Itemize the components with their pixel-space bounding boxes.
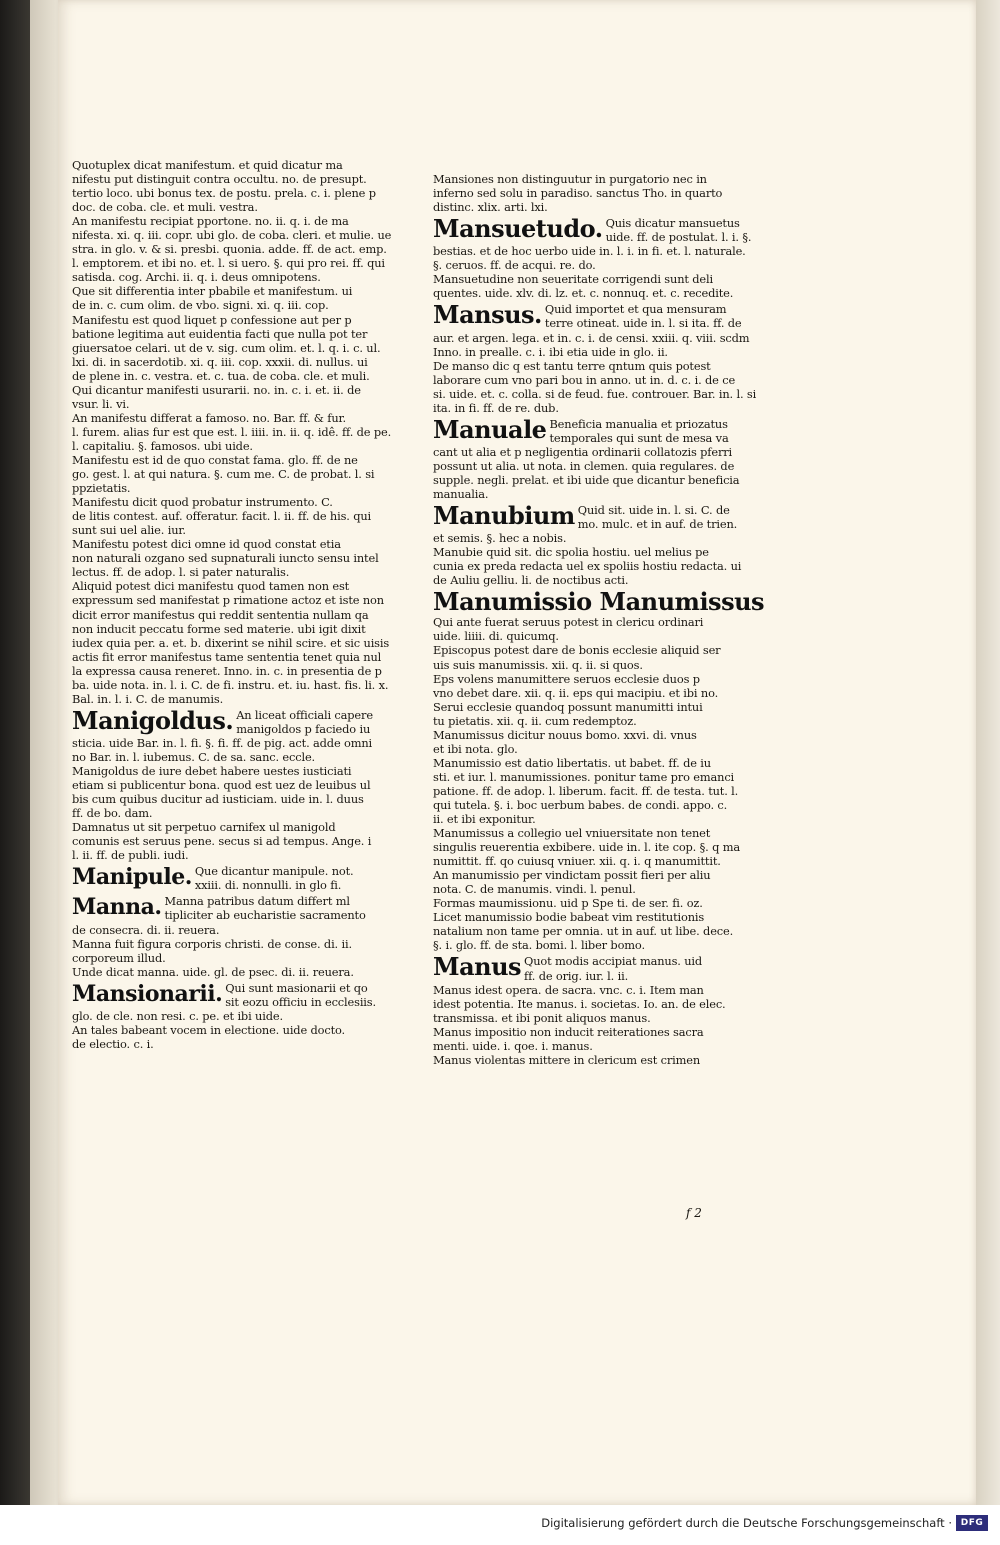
text-line: qui tutela. §. i. boc uerbum babes. de condi. appo. c. bbox=[433, 797, 728, 812]
text-line: actis fit error manifestus tame sententia tenet quia nul bbox=[72, 649, 382, 664]
text-block bbox=[225, 981, 376, 1009]
headword: Manigoldus. bbox=[72, 705, 234, 735]
text-line: Unde dicat manna. uide. gl. de psec. di. ii. reuera. bbox=[72, 964, 354, 979]
headword: Manumissio Manumissus bbox=[433, 587, 765, 617]
text-line: manualia. bbox=[433, 487, 489, 502]
text-line: possunt ut alia. ut nota. in clemen. quia regulares. de bbox=[433, 458, 735, 473]
text-line: Manus violentas mittere in clericum est crimen bbox=[433, 1052, 701, 1067]
text-line: An manifestu differat a famoso. no. Bar. ff. & fur. bbox=[72, 410, 347, 425]
text-line: Formas maumissionu. uid p Spe ti. de ser. fi. oz. bbox=[433, 896, 703, 911]
text-line: aur. et argen. lega. et in. c. i. de censi. xxiii. q. viii. scdm bbox=[433, 330, 750, 345]
entry-manigoldus-heading bbox=[72, 705, 373, 736]
text-line: Aliquid potest dici manifestu quod tamen non est bbox=[72, 579, 350, 594]
text-line: Manigoldus de iure debet habere uestes iusticiati bbox=[72, 764, 352, 779]
headword: Manna. bbox=[72, 894, 162, 921]
text-line: ff. de orig. iur. l. ii. bbox=[524, 968, 629, 983]
text-block bbox=[433, 982, 726, 1067]
text-line: Manumissus dicitur nouus bomo. xxvi. di. vnus bbox=[433, 727, 697, 742]
signature-mark: f 2 bbox=[686, 1206, 702, 1220]
text-line: natalium non tame per omnia. ut in auf. ut libe. dece. bbox=[433, 924, 734, 939]
text-line: xxiii. di. nonnulli. in glo fi. bbox=[194, 878, 342, 893]
text-line: et semis. §. hec a nobis. bbox=[433, 531, 567, 546]
text-line: Eps volens manumittere seruos ecclesie duos p bbox=[433, 671, 700, 686]
text-block bbox=[433, 531, 742, 588]
text-line: uide. liiii. di. quicumq. bbox=[433, 629, 559, 644]
text-line: la expressa causa reneret. Inno. in. c. in presentia de p bbox=[72, 663, 382, 678]
text-line: tu pietatis. xii. q. ii. cum redemptoz. bbox=[433, 713, 637, 728]
text-line: stra. in glo. v. & si. presbi. quonia. adde. ff. de act. emp. bbox=[72, 242, 387, 257]
text-line: lxi. di. in sacerdotib. xi. q. iii. cop. xxxii. di. nullus. ui bbox=[72, 354, 368, 369]
text-line: lectus. ff. de adop. l. si pater naturalis. bbox=[72, 565, 290, 580]
text-line: ppzietatis. bbox=[72, 481, 131, 496]
footer-credit: Digitalisierung gefördert durch die Deutsche Forschungsgemeinschaft · bbox=[541, 1516, 952, 1530]
text-line: cunia ex preda redacta uel ex spoliis hostiu redacta. ui bbox=[433, 559, 742, 574]
text-line: dicit error manifestus qui reddit sententia nullam qa bbox=[72, 607, 369, 622]
text-line: tipliciter ab eucharistie sacramento bbox=[164, 908, 366, 923]
text-line: expressum sed manifestat p rimatione actoz et iste non bbox=[72, 593, 384, 608]
text-line: etiam si publicentur bona. quod est uez de leuibus ul bbox=[72, 778, 371, 793]
text-line: Mansuetudine non seueritate corrigendi sunt deli bbox=[433, 272, 713, 287]
text-line: ff. de bo. dam. bbox=[72, 806, 153, 821]
text-line: et ibi nota. glo. bbox=[433, 741, 518, 756]
text-line: comunis est seruus pene. secus si ad tempus. Ange. i bbox=[72, 834, 372, 849]
text-line: de electio. c. i. bbox=[72, 1036, 154, 1051]
text-line: Quid importet et qua mensuram bbox=[544, 302, 727, 317]
text-line: supple. negli. prelat. et ibi uide que dicantur beneficia bbox=[433, 472, 740, 487]
text-block bbox=[433, 330, 757, 415]
text-block bbox=[549, 417, 728, 445]
left-text-column bbox=[72, 158, 392, 1051]
text-line: non inducit peccatu forme sed materie. ubi igit dixit bbox=[72, 621, 366, 636]
dfg-logo: DFG bbox=[956, 1515, 988, 1531]
text-line: cant ut alia et p negligentia ordinarii collatozis pferri bbox=[433, 444, 733, 459]
text-line: non naturali ozgano sed supnaturali iuncto sensu intel bbox=[72, 551, 379, 566]
text-line: terre otineat. uide in. l. si ita. ff. de bbox=[544, 316, 742, 331]
entry-mansuetudo-heading bbox=[433, 214, 752, 245]
text-line: Qui sunt masionarii et qo bbox=[225, 980, 368, 995]
text-line: uide. ff. de postulat. l. i. §. bbox=[605, 230, 752, 245]
text-line: sunt sui uel alie. iur. bbox=[72, 523, 186, 538]
text-line: An manumissio per vindictam possit fieri per aliu bbox=[433, 868, 711, 883]
text-line: l. emptorem. et ibi no. et. l. si uero. §. qui pro rei. ff. qui bbox=[72, 256, 385, 271]
text-line: l. ii. ff. de publi. iudi. bbox=[72, 848, 189, 863]
text-block bbox=[72, 1009, 364, 1051]
text-line: Manus impositio non inducit reiterationes sacra bbox=[433, 1024, 704, 1039]
text-line: Quot modis accipiat manus. uid bbox=[524, 954, 703, 969]
text-line: An manifestu recipiat pportone. no. ii. q. i. de ma bbox=[72, 214, 349, 229]
text-line: bestias. et de hoc uerbo uide in. l. i. in fi. et. l. naturale. bbox=[433, 244, 746, 259]
text-line: An tales babeant vocem in electione. uide docto. bbox=[72, 1022, 345, 1037]
text-line: mo. mulc. et in auf. de trien. bbox=[577, 517, 738, 532]
text-line: de Auliu gelliu. li. de noctibus acti. bbox=[433, 573, 629, 588]
text-block bbox=[433, 172, 723, 215]
text-line: singulis reuerentia exbibere. uide in. l. ite cop. §. q ma bbox=[433, 840, 741, 855]
text-line: nifestu put distinguit contra occultu. no. de presupt. bbox=[72, 172, 367, 187]
text-line: de in. c. cum olim. de vbo. signi. xi. q. iii. cop. bbox=[72, 298, 329, 313]
entry-manumissio-heading bbox=[433, 587, 765, 617]
entry-manna-heading bbox=[72, 894, 364, 922]
text-block bbox=[545, 302, 742, 330]
text-line: ba. uide nota. in. l. i. C. de fi. instru. et. iu. hast. fis. li. x. bbox=[72, 677, 389, 692]
text-line: doc. de coba. cle. et muli. vestra. bbox=[72, 200, 258, 215]
text-line: Qui dicantur manifesti usurarii. no. in. c. i. et. ii. de bbox=[72, 382, 361, 397]
text-line: Manifestu potest dici omne id quod constat etia bbox=[72, 537, 341, 552]
text-line: de plene in. c. vestra. et. c. tua. de coba. cle. et muli. bbox=[72, 368, 370, 383]
text-line: ii. et ibi exponitur. bbox=[433, 812, 536, 827]
text-block bbox=[236, 708, 373, 736]
text-line: transmissa. et ibi ponit aliquos manus. bbox=[433, 1010, 651, 1025]
text-line: Manumissus a collegio uel vniuersitate non tenet bbox=[433, 826, 711, 841]
text-line: Serui ecclesie quandoq possunt manumitti intui bbox=[433, 699, 703, 714]
entry-manus-heading bbox=[433, 954, 715, 982]
text-line: Qui ante fuerat seruus potest in clericu ordinari bbox=[433, 615, 704, 630]
text-block bbox=[524, 954, 702, 982]
text-line: Licet manumissio bodie babeat vim restitutionis bbox=[433, 910, 705, 925]
text-line: Manifestu est quod liquet p confessione aut per p bbox=[72, 312, 352, 327]
text-line: satisda. cog. Archi. ii. q. i. deus omnipotens. bbox=[72, 270, 321, 285]
entry-mansus-heading bbox=[433, 300, 742, 331]
text-line: manigoldos p faciedo iu bbox=[236, 721, 371, 736]
text-line: sit eozu officiu in ecclesiis. bbox=[225, 994, 376, 1009]
text-line: nota. C. de manumis. vindi. l. penul. bbox=[433, 882, 636, 897]
digitization-footer bbox=[0, 1505, 1000, 1545]
text-line: Mansiones non distinguutur in purgatorio nec in bbox=[433, 172, 707, 186]
entry-manifestum bbox=[72, 158, 392, 706]
text-line: Episcopus potest dare de bonis ecclesie aliquid ser bbox=[433, 643, 721, 658]
text-line: menti. uide. i. qoe. i. manus. bbox=[433, 1038, 593, 1053]
text-line: l. capitaliu. §. famosos. ubi uide. bbox=[72, 438, 253, 453]
headword: Mansionarii. bbox=[72, 980, 223, 1007]
text-line: Quis dicatur mansuetus bbox=[605, 216, 740, 231]
text-block bbox=[433, 444, 740, 502]
text-line: §. ceruos. ff. de acqui. re. do. bbox=[433, 258, 596, 273]
text-line: giuersatoe celari. ut de v. sig. cum olim. et. l. q. i. c. ul. bbox=[72, 340, 381, 355]
text-line: §. i. glo. ff. de sta. bomi. l. liber bomo. bbox=[433, 938, 645, 953]
entry-manipule-heading bbox=[72, 864, 364, 892]
text-line: vno debet dare. xii. q. ii. eps qui macipiu. et ibi no. bbox=[433, 685, 719, 700]
text-line: Que sit differentia inter pbabile et manifestum. ui bbox=[72, 284, 353, 299]
text-line: patione. ff. de adop. l. liberum. facit. ff. de testa. tut. l. bbox=[433, 783, 739, 798]
text-block bbox=[578, 503, 737, 531]
text-line: temporales qui sunt de mesa va bbox=[549, 430, 729, 445]
text-line: Manus idest opera. de sacra. vnc. c. i. Item man bbox=[433, 982, 704, 997]
entry-manuale-heading bbox=[433, 414, 729, 445]
text-block bbox=[433, 615, 741, 953]
text-line: Manna fuit figura corporis christi. de conse. di. ii. bbox=[72, 936, 352, 951]
text-block bbox=[195, 864, 354, 892]
text-line: Manifestu est id de quo constat fama. glo. ff. de ne bbox=[72, 452, 358, 467]
text-block bbox=[72, 735, 373, 863]
text-line: quentes. uide. xlv. di. lz. et. c. nonnuq. et. c. recedite. bbox=[433, 286, 734, 301]
text-line: sti. et iur. l. manumissiones. ponitur tame pro emanci bbox=[433, 769, 735, 784]
text-line: tertio loco. ubi bonus tex. de postu. prela. c. i. plene p bbox=[72, 186, 376, 201]
text-line: Que dicantur manipule. not. bbox=[194, 864, 354, 879]
text-line: vsur. li. vi. bbox=[72, 396, 130, 411]
headword: Manubium bbox=[433, 501, 575, 531]
text-line: ita. in fi. ff. de re. dub. bbox=[433, 400, 559, 415]
text-line: Manna patribus datum differt ml bbox=[164, 894, 350, 909]
text-line: Manumissio est datio libertatis. ut babet. ff. de iu bbox=[433, 755, 711, 770]
text-line: idest potentia. Ite manus. i. societas. Io. an. de elec. bbox=[433, 996, 726, 1011]
headword: Manipule. bbox=[72, 864, 192, 891]
text-block bbox=[72, 923, 364, 979]
entry-manubium-heading bbox=[433, 501, 738, 532]
text-line: go. gest. l. at qui natura. §. cum me. C. de probat. l. si bbox=[72, 467, 375, 482]
text-line: Quid sit. uide in. l. si. C. de bbox=[577, 503, 730, 518]
text-block bbox=[606, 216, 752, 244]
text-line: distinc. xlix. arti. lxi. bbox=[433, 200, 548, 215]
text-line: laborare cum vno pari bou in anno. ut in. d. c. i. de ce bbox=[433, 372, 736, 387]
page-edge-shadow bbox=[976, 0, 1000, 1505]
book-binding bbox=[0, 0, 30, 1545]
headword: Mansus. bbox=[433, 300, 542, 330]
text-line: iudex quia per. a. et. b. dixerint se nihil scire. et sic uisis bbox=[72, 635, 390, 650]
text-line: glo. de cle. non resi. c. pe. et ibi uide. bbox=[72, 1008, 283, 1023]
text-line: no Bar. in. l. iubemus. C. de sa. sanc. eccle. bbox=[72, 749, 316, 764]
entry-mansionarii-heading bbox=[72, 980, 376, 1009]
text-line: Quotuplex dicat manifestum. et quid dicatur ma bbox=[72, 158, 343, 172]
text-block bbox=[433, 244, 746, 301]
text-line: inferno sed solu in paradiso. sanctus Tho. in quarto bbox=[433, 186, 723, 201]
text-line: nifesta. xi. q. iii. copr. ubi glo. de coba. cleri. et mulie. ue bbox=[72, 228, 392, 243]
text-line: sticia. uide Bar. in. l. fi. §. fi. ff. de pig. act. adde omni bbox=[72, 735, 373, 750]
right-text-column bbox=[433, 172, 765, 1067]
text-block bbox=[72, 158, 392, 706]
text-line: batione legitima aut euidentia facti que nulla pot ter bbox=[72, 326, 368, 341]
text-line: de litis contest. auf. offeratur. facit. l. ii. ff. de his. qui bbox=[72, 509, 372, 524]
text-line: Bal. in. l. i. C. de manumis. bbox=[72, 691, 224, 706]
text-line: Damnatus ut sit perpetuo carnifex ul manigold bbox=[72, 820, 336, 835]
headword: Mansuetudo. bbox=[433, 214, 603, 244]
text-line: l. furem. alias fur est que est. l. iiii. in. ii. q. idê. ff. de pe. bbox=[72, 424, 392, 439]
headword: Manus bbox=[433, 952, 522, 982]
text-line: Beneficia manualia et priozatus bbox=[549, 416, 728, 431]
text-line: numittit. ff. qo cuiusq vniuer. xii. q. i. q manumittit. bbox=[433, 854, 721, 869]
headword: Manuale bbox=[433, 414, 547, 444]
text-line: corporeum illud. bbox=[72, 950, 166, 965]
text-block bbox=[165, 894, 366, 922]
text-line: Manifestu dicit quod probatur instrumento. C. bbox=[72, 495, 333, 510]
text-line: de consecra. di. ii. reuera. bbox=[72, 922, 220, 937]
text-line: Manubie quid sit. dic spolia hostiu. uel melius pe bbox=[433, 545, 709, 560]
text-line: si. uide. et. c. colla. si de feud. fue. controuer. Bar. in. l. si bbox=[433, 386, 757, 401]
text-line: De manso dic q est tantu terre qntum quis potest bbox=[433, 358, 711, 373]
text-line: An liceat officiali capere bbox=[236, 707, 373, 722]
text-line: uis suis manumissis. xii. q. ii. si quos. bbox=[433, 657, 643, 672]
text-line: Inno. in prealle. c. i. ibi etia uide in glo. ii. bbox=[433, 344, 668, 359]
text-line: bis cum quibus ducitur ad iusticiam. uide in. l. duus bbox=[72, 792, 364, 807]
